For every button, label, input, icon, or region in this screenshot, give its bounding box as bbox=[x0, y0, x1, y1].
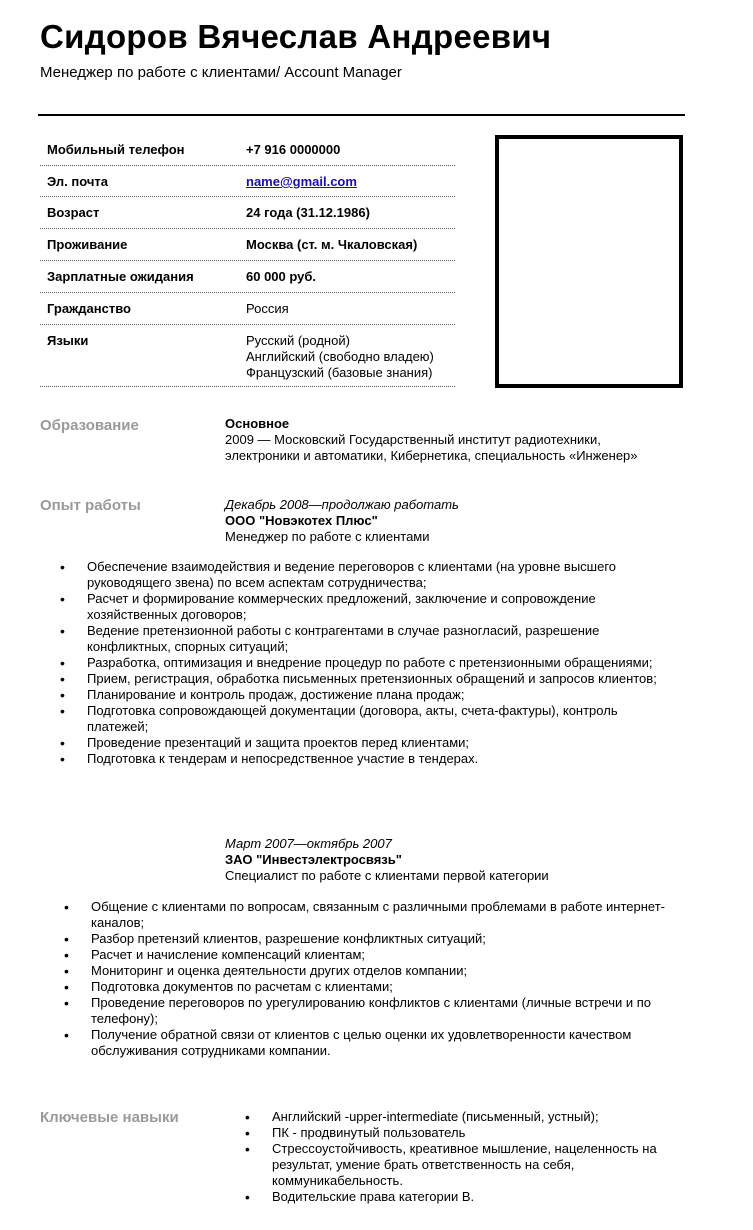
language-item: Английский (свободно владею) bbox=[246, 349, 434, 364]
info-row-residence bbox=[40, 229, 455, 261]
info-label: Эл. почта bbox=[47, 174, 109, 189]
list-item: • Получение обратной связи от клиентов с целью оценки их удовлетворенности качеством обслуживания сотрудниками компании. bbox=[64, 1027, 675, 1059]
info-row-age bbox=[40, 197, 455, 229]
list-item: • Подготовка документов по расчетам с клиентами; bbox=[64, 979, 675, 995]
job-header bbox=[225, 836, 705, 884]
photo-placeholder bbox=[495, 135, 683, 388]
list-item: • Разбор претензий клиентов, разрешение конфликтных ситуаций; bbox=[64, 931, 675, 947]
job-position: Менеджер по работе с клиентами bbox=[225, 529, 430, 544]
list-item: • Расчет и начисление компенсаций клиентам; bbox=[64, 947, 675, 963]
candidate-position: Менеджер по работе с клиентами/ Account Manager bbox=[40, 64, 402, 81]
education-block bbox=[225, 416, 705, 464]
language-item: Русский (родной) bbox=[246, 333, 350, 348]
info-label: Проживание bbox=[47, 237, 128, 252]
info-label: Мобильный телефон bbox=[47, 142, 185, 157]
list-item: • Обеспечение взаимодействия и ведение переговоров с клиентами (на уровне высшего руководящего звена) по всем аспектам сотрудничества; bbox=[60, 559, 675, 591]
experience-heading: Опыт работы bbox=[40, 497, 141, 514]
education-level: Основное bbox=[225, 416, 290, 431]
info-row-phone bbox=[40, 134, 455, 166]
education-heading: Образование bbox=[40, 417, 139, 434]
list-item: • Планирование и контроль продаж, достижение плана продаж; bbox=[60, 687, 675, 703]
job-company: ООО "Новэкотех Плюс" bbox=[225, 513, 378, 528]
languages-list bbox=[246, 333, 434, 381]
list-item: • Водительские права категории В. bbox=[245, 1189, 675, 1205]
list-item: • Мониторинг и оценка деятельности других отделов компании; bbox=[64, 963, 675, 979]
job-header bbox=[225, 497, 705, 545]
info-row-citizenship bbox=[40, 293, 455, 325]
skills-heading: Ключевые навыки bbox=[40, 1109, 179, 1126]
salary-value: 60 000 руб. bbox=[246, 269, 317, 284]
list-item: • Подготовка сопровождающей документации (договора, акты, счета-фактуры), контроль платежей; bbox=[60, 703, 675, 735]
list-item: • Проведение переговоров по урегулированию конфликтов с клиентами (личные встречи и по телефону); bbox=[64, 995, 675, 1027]
skills-list bbox=[245, 1109, 675, 1205]
residence-value: Москва (ст. м. Чкаловская) bbox=[246, 237, 418, 252]
list-item: • Общение с клиентами по вопросам, связанным с различными проблемами в работе интернет-каналов; bbox=[64, 899, 675, 931]
info-label: Гражданство bbox=[47, 301, 131, 316]
info-label: Зарплатные ожидания bbox=[47, 269, 194, 284]
info-row-languages bbox=[40, 325, 455, 387]
phone-value: +7 916 0000000 bbox=[246, 142, 341, 157]
info-row-salary bbox=[40, 261, 455, 293]
list-item: • Разработка, оптимизация и внедрение процедур по работе с претензионными обращениями; bbox=[60, 655, 675, 671]
list-item: • Стрессоустойчивость, креативное мышление, нацеленность на результат, умение брать ответственность на себя, коммуникабельность. bbox=[245, 1141, 675, 1189]
job-period: Декабрь 2008—продолжаю работать bbox=[225, 497, 459, 512]
list-item: • Расчет и формирование коммерческих предложений, заключение и сопровождение хозяйственных договоров; bbox=[60, 591, 675, 623]
list-item: • Подготовка к тендерам и непосредственное участие в тендерах. bbox=[60, 751, 675, 767]
list-item: • ПК - продвинутый пользователь bbox=[245, 1125, 675, 1141]
list-item: • Прием, регистрация, обработка письменных претензионных обращений и запросов клиентов; bbox=[60, 671, 675, 687]
job-duties-list bbox=[60, 559, 675, 767]
education-line: электроники и автоматики, Кибернетика, специальность «Инженер» bbox=[225, 448, 638, 463]
job-duties-list bbox=[64, 899, 675, 1059]
list-item: • Ведение претензионной работы с контрагентами в случае разногласий, разрешение конфликтных, спорных ситуаций; bbox=[60, 623, 675, 655]
info-row-email bbox=[40, 166, 455, 197]
header-divider bbox=[38, 114, 685, 116]
list-item: • Английский -upper-intermediate (письменный, устный); bbox=[245, 1109, 675, 1125]
job-position: Специалист по работе с клиентами первой категории bbox=[225, 868, 549, 883]
candidate-name: Сидоров Вячеслав Андреевич bbox=[40, 18, 552, 55]
citizenship-value: Россия bbox=[246, 301, 289, 316]
info-label: Языки bbox=[47, 333, 89, 348]
email-link[interactable]: name@gmail.com bbox=[246, 174, 357, 189]
job-company: ЗАО "Инвестэлектросвязь" bbox=[225, 852, 402, 867]
list-item: • Проведение презентаций и защита проектов перед клиентами; bbox=[60, 735, 675, 751]
education-line: 2009 — Московский Государственный институт радиотехники, bbox=[225, 432, 601, 447]
job-period: Март 2007—октябрь 2007 bbox=[225, 836, 392, 851]
language-item: Французский (базовые знания) bbox=[246, 365, 433, 380]
info-label: Возраст bbox=[47, 205, 100, 220]
personal-info-table bbox=[40, 134, 455, 387]
age-value: 24 года (31.12.1986) bbox=[246, 205, 370, 220]
